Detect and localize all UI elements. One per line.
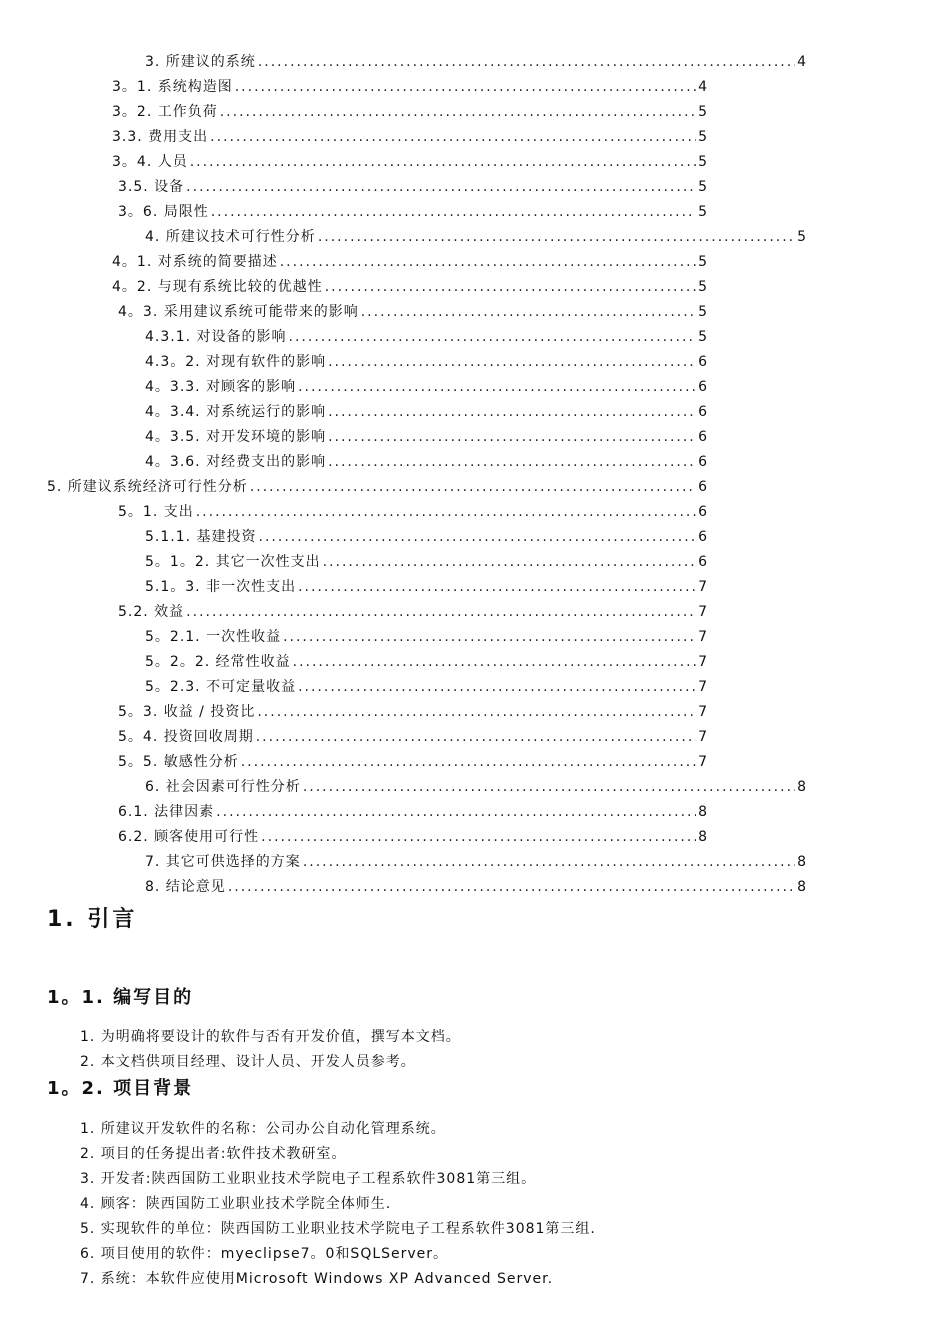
toc-entry[interactable] bbox=[47, 475, 708, 500]
toc-entry[interactable] bbox=[145, 625, 708, 650]
toc-entry-page: 6 bbox=[698, 379, 708, 395]
toc-entry-page: 7 bbox=[698, 704, 708, 720]
toc-leader-dots bbox=[259, 525, 697, 550]
toc-entry[interactable] bbox=[118, 300, 708, 325]
toc-entry-page: 7 bbox=[698, 729, 708, 745]
toc-entry-page: 5 bbox=[698, 104, 708, 120]
toc-entry-title: 6.1. 法律因素 bbox=[118, 804, 215, 820]
toc-entry-page: 5 bbox=[698, 204, 708, 220]
toc-entry-title: 4。1. 对系统的简要描述 bbox=[112, 254, 278, 270]
toc-entry-title: 4.3.1. 对设备的影响 bbox=[145, 329, 287, 345]
toc-entry-page: 5 bbox=[698, 154, 708, 170]
toc-leader-dots bbox=[318, 225, 795, 250]
toc-leader-dots bbox=[303, 850, 795, 875]
toc-entry[interactable] bbox=[112, 150, 708, 175]
toc-entry-title: 5。2。2. 经常性收益 bbox=[145, 654, 291, 670]
toc-entry[interactable] bbox=[145, 400, 708, 425]
list-item: 2. 项目的任务提出者:软件技术教研室。 bbox=[80, 1146, 347, 1162]
toc-entry-title: 3. 所建议的系统 bbox=[145, 54, 256, 70]
toc-entry-title: 3。2. 工作负荷 bbox=[112, 104, 218, 120]
toc-entry[interactable] bbox=[145, 775, 807, 800]
purpose-list bbox=[80, 1025, 461, 1075]
list-item: 3. 开发者:陕西国防工业职业技术学院电子工程系软件3081第三组。 bbox=[80, 1171, 537, 1187]
toc-entry-page: 5 bbox=[698, 279, 708, 295]
toc-leader-dots bbox=[256, 725, 696, 750]
toc-leader-dots bbox=[228, 875, 795, 900]
toc-entry-title: 5。2.1. 一次性收益 bbox=[145, 629, 282, 645]
list-item: 4. 顾客：陕西国防工业职业技术学院全体师生. bbox=[80, 1196, 392, 1212]
list-item: 7. 系统：本软件应使用Microsoft Windows XP Advanced Server. bbox=[80, 1271, 554, 1287]
toc-entry-title: 3。6. 局限性 bbox=[118, 204, 209, 220]
toc-entry[interactable] bbox=[145, 675, 708, 700]
toc-leader-dots bbox=[186, 600, 696, 625]
toc-entry-title: 4. 所建议技术可行性分析 bbox=[145, 229, 316, 245]
toc-entry-title: 3.3. 费用支出 bbox=[112, 129, 209, 145]
toc-entry[interactable] bbox=[145, 650, 708, 675]
toc-entry[interactable] bbox=[118, 825, 708, 850]
toc-entry-title: 8. 结论意见 bbox=[145, 879, 226, 895]
toc-leader-dots bbox=[328, 425, 696, 450]
toc-entry-page: 6 bbox=[698, 404, 708, 420]
toc-entry-title: 5.1.1. 基建投资 bbox=[145, 529, 257, 545]
toc-entry-page: 7 bbox=[698, 679, 708, 695]
toc-leader-dots bbox=[257, 700, 696, 725]
toc-entry-title: 5。3. 收益 / 投资比 bbox=[118, 704, 256, 720]
list-item: 1. 为明确将要设计的软件与否有开发价值，撰写本文档。 bbox=[80, 1029, 461, 1045]
toc-entry[interactable] bbox=[112, 275, 708, 300]
toc-entry-page: 5 bbox=[698, 179, 708, 195]
list-item: 6. 项目使用的软件：myeclipse7。0和SQLServer。 bbox=[80, 1246, 449, 1262]
toc-entry-page: 6 bbox=[698, 479, 708, 495]
toc-entry-page: 6 bbox=[698, 504, 708, 520]
toc-entry-page: 7 bbox=[698, 604, 708, 620]
toc-entry-page: 7 bbox=[698, 754, 708, 770]
toc-entry[interactable] bbox=[145, 550, 708, 575]
list-item: 1. 所建议开发软件的名称：公司办公自动化管理系统。 bbox=[80, 1121, 446, 1137]
toc-entry-page: 8 bbox=[797, 879, 807, 895]
toc-leader-dots bbox=[220, 100, 696, 125]
toc-entry-title: 3。4. 人员 bbox=[112, 154, 188, 170]
toc-entry-page: 6 bbox=[698, 429, 708, 445]
toc-entry[interactable] bbox=[145, 450, 708, 475]
heading-introduction: 1. 引言 bbox=[47, 907, 138, 932]
toc-entry-title: 5。4. 投资回收周期 bbox=[118, 729, 254, 745]
toc-leader-dots bbox=[323, 550, 696, 575]
toc-leader-dots bbox=[261, 825, 696, 850]
toc-leader-dots bbox=[211, 200, 696, 225]
toc-entry[interactable] bbox=[118, 500, 708, 525]
toc-entry-page: 7 bbox=[698, 579, 708, 595]
toc-leader-dots bbox=[258, 50, 795, 75]
toc-leader-dots bbox=[283, 625, 696, 650]
toc-entry-page: 5 bbox=[698, 304, 708, 320]
toc-entry[interactable] bbox=[112, 100, 708, 125]
toc-entry[interactable] bbox=[145, 425, 708, 450]
toc-entry-title: 4。3.6. 对经费支出的影响 bbox=[145, 454, 327, 470]
toc-entry[interactable] bbox=[118, 800, 708, 825]
toc-entry-page: 4 bbox=[797, 54, 807, 70]
toc-entry[interactable] bbox=[145, 325, 708, 350]
toc-entry-title: 6.2. 顾客使用可行性 bbox=[118, 829, 260, 845]
toc-entry-page: 8 bbox=[698, 804, 708, 820]
toc-entry-page: 6 bbox=[698, 354, 708, 370]
toc-entry-page: 7 bbox=[698, 629, 708, 645]
toc-leader-dots bbox=[280, 250, 696, 275]
toc-entry-page: 6 bbox=[698, 529, 708, 545]
toc-entry-title: 7. 其它可供选择的方案 bbox=[145, 854, 301, 870]
toc-leader-dots bbox=[298, 375, 696, 400]
list-item: 2. 本文档供项目经理、设计人员、开发人员参考。 bbox=[80, 1054, 416, 1070]
toc-leader-dots bbox=[361, 300, 696, 325]
toc-entry-title: 5. 所建议系统经济可行性分析 bbox=[47, 479, 248, 495]
toc-entry[interactable] bbox=[145, 875, 807, 900]
toc-leader-dots bbox=[328, 400, 696, 425]
toc-entry-title: 5。1。2. 其它一次性支出 bbox=[145, 554, 321, 570]
background-list bbox=[80, 1117, 596, 1292]
toc-entry-title: 3.5. 设备 bbox=[118, 179, 185, 195]
toc-entry[interactable] bbox=[118, 175, 708, 200]
toc-leader-dots bbox=[325, 275, 696, 300]
toc-entry[interactable] bbox=[145, 375, 708, 400]
toc-entry-page: 7 bbox=[698, 654, 708, 670]
toc-leader-dots bbox=[303, 775, 795, 800]
toc-entry-title: 5。2.3. 不可定量收益 bbox=[145, 679, 297, 695]
toc-entry[interactable] bbox=[112, 250, 708, 275]
heading-purpose: 1。1. 编写目的 bbox=[47, 987, 194, 1008]
toc-entry[interactable] bbox=[118, 600, 708, 625]
toc-entry[interactable] bbox=[118, 725, 708, 750]
toc-entry-title: 5。1. 支出 bbox=[118, 504, 194, 520]
toc-entry[interactable] bbox=[145, 350, 708, 375]
toc-entry-title: 3。1. 系统构造图 bbox=[112, 79, 233, 95]
toc-entry-page: 8 bbox=[797, 854, 807, 870]
toc-entry-page: 5 bbox=[698, 254, 708, 270]
toc-entry[interactable] bbox=[145, 850, 807, 875]
list-item: 5. 实现软件的单位：陕西国防工业职业技术学院电子工程系软件3081第三组. bbox=[80, 1221, 596, 1237]
toc-entry-title: 4。3.3. 对顾客的影响 bbox=[145, 379, 297, 395]
toc-entry-title: 4。3. 采用建议系统可能带来的影响 bbox=[118, 304, 359, 320]
toc-entry-page: 8 bbox=[797, 779, 807, 795]
toc-leader-dots bbox=[186, 175, 696, 200]
toc-entry[interactable] bbox=[145, 225, 807, 250]
toc-entry-page: 5 bbox=[797, 229, 807, 245]
toc-leader-dots bbox=[210, 125, 696, 150]
toc-entry-page: 4 bbox=[698, 79, 708, 95]
toc-leader-dots bbox=[241, 750, 696, 775]
toc-entry-page: 6 bbox=[698, 454, 708, 470]
toc-entry-title: 4。2. 与现有系统比较的优越性 bbox=[112, 279, 323, 295]
toc-leader-dots bbox=[293, 650, 696, 675]
toc-entry-title: 4。3.5. 对开发环境的影响 bbox=[145, 429, 327, 445]
toc-entry-title: 4.3。2. 对现有软件的影响 bbox=[145, 354, 327, 370]
toc-entry[interactable] bbox=[118, 700, 708, 725]
toc-leader-dots bbox=[298, 575, 696, 600]
toc-entry-page: 6 bbox=[698, 554, 708, 570]
toc-entry[interactable] bbox=[118, 750, 708, 775]
toc-leader-dots bbox=[216, 800, 696, 825]
toc-leader-dots bbox=[328, 450, 696, 475]
toc-leader-dots bbox=[235, 75, 696, 100]
toc-entry[interactable] bbox=[145, 575, 708, 600]
heading-background: 1。2. 项目背景 bbox=[47, 1078, 194, 1099]
toc-entry[interactable] bbox=[112, 75, 708, 100]
toc-leader-dots bbox=[190, 150, 696, 175]
toc-leader-dots bbox=[289, 325, 697, 350]
toc-entry[interactable] bbox=[145, 50, 807, 75]
toc-entry-page: 8 bbox=[698, 829, 708, 845]
toc-entry-title: 5.1。3. 非一次性支出 bbox=[145, 579, 297, 595]
toc-entry-title: 6. 社会因素可行性分析 bbox=[145, 779, 301, 795]
toc-leader-dots bbox=[196, 500, 696, 525]
toc-entry-page: 5 bbox=[698, 329, 708, 345]
toc-entry-title: 5.2. 效益 bbox=[118, 604, 185, 620]
toc-entry-title: 5。5. 敏感性分析 bbox=[118, 754, 239, 770]
toc-entry-title: 4。3.4. 对系统运行的影响 bbox=[145, 404, 327, 420]
toc-entry-page: 5 bbox=[698, 129, 708, 145]
toc-leader-dots bbox=[328, 350, 696, 375]
toc-entry[interactable] bbox=[112, 125, 708, 150]
toc-leader-dots bbox=[298, 675, 696, 700]
toc-entry[interactable] bbox=[118, 200, 708, 225]
toc-leader-dots bbox=[250, 475, 696, 500]
toc-entry[interactable] bbox=[145, 525, 708, 550]
